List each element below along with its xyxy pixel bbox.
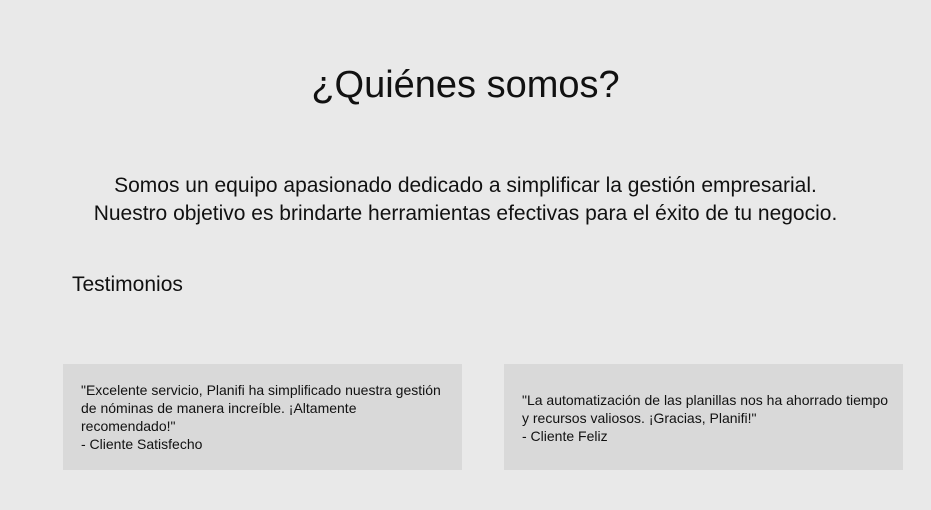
about-description — [0, 172, 931, 228]
testimonial-author: - Cliente Feliz — [522, 428, 608, 444]
page-title: ¿Quiénes somos? — [311, 64, 620, 106]
testimonial-author: - Cliente Satisfecho — [81, 436, 203, 452]
testimonial-card — [63, 364, 462, 470]
testimonial-card — [504, 364, 903, 470]
testimonial-quote: "La automatización de las planillas nos ha ahorrado tiempo y recursos valiosos. ¡Gracias, Planifi!" — [522, 392, 889, 426]
about-description-line-2: Nuestro objetivo es brindarte herramientas efectivas para el éxito de tu negocio. — [93, 202, 838, 225]
about-description-line-1: Somos un equipo apasionado dedicado a simplificar la gestión empresarial. — [114, 174, 817, 197]
testimonials-heading: Testimonios — [72, 273, 183, 296]
testimonial-quote: "Excelente servicio, Planifi ha simplificado nuestra gestión de nóminas de manera increíble. ¡Altamente recomendado!" — [81, 382, 441, 434]
